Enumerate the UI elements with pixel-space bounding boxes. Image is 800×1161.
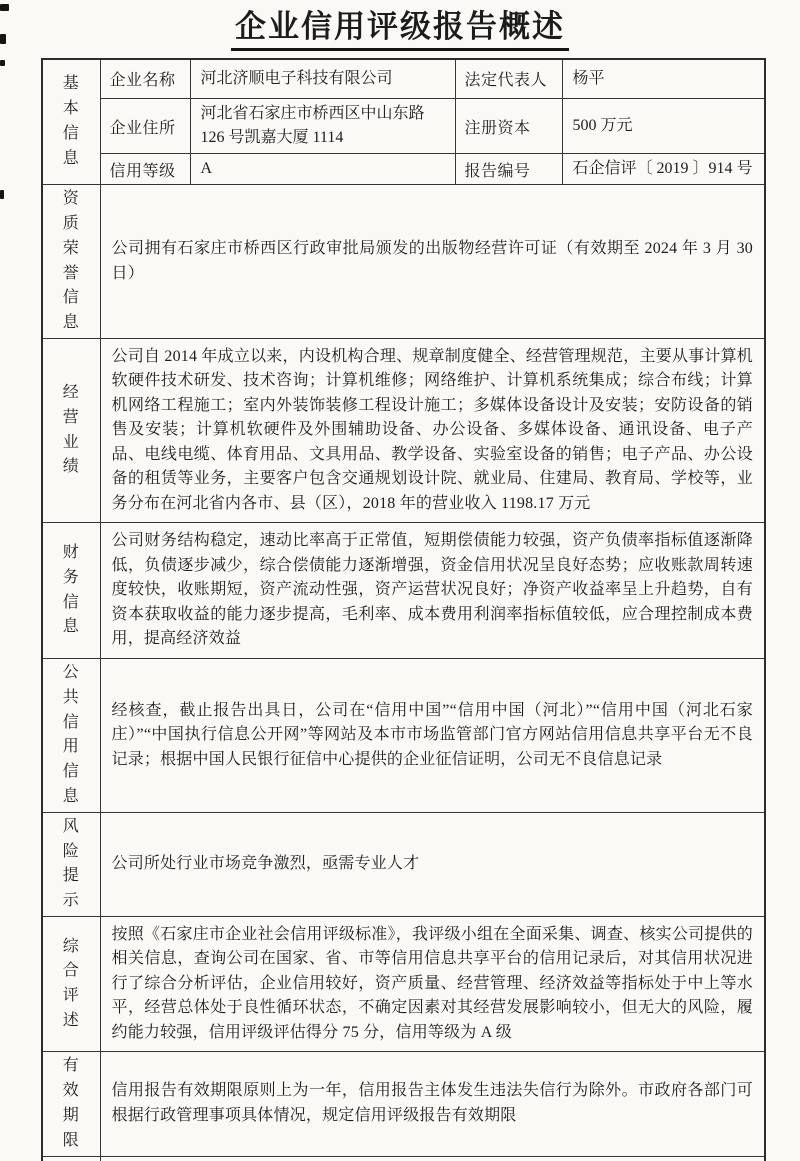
cell-company-name-key: 企业名称 (100, 59, 190, 99)
cell-address-value: 河北省石家庄市桥西区中山东路 126 号凯嘉大厦 1114 (190, 99, 455, 154)
cell-business-performance-label (42, 338, 100, 523)
cell-credit-rating-key: 信用等级 (100, 154, 190, 185)
business-performance-label: 经营业绩 (62, 384, 80, 476)
cell-basic-info-label (42, 59, 100, 185)
cell-report-number-value: 石企信评〔 2019 〕914 号 (562, 154, 765, 185)
cell-validity-period-label (42, 1052, 100, 1156)
cell-public-credit-info-label (42, 658, 100, 812)
cell-company-name-value: 河北济顺电子科技有限公司 (190, 59, 455, 99)
cell-financial-info-label (42, 523, 100, 659)
cell-business-performance-content: 公司自 2014 年成立以来，内设机构合理、规章制度健全、经营管理规范，主要从事计算机软硬件技术研发、技术咨询；计算机维修；网络维护、计算机系统集成；综合布线；计算机网络工程施工；室内外装饰装修工程设计施工；多媒体设备设计及安装；安防设备的销售及安装；计算机软硬件及外围辅助设备、办公设备、多媒体设备、通讯设备、电子产品、电线电缆、体育用品、文具用品、教学设备、实验室设备的销售；电子产品、办公设备的租赁等业务，主要客户包含交通规划设计院、就业局、住建局、教育局、学校等，业务分布在河北省内各市、县（区），2018 年的营业收入 1198.17 万元 (100, 338, 765, 523)
cell-financial-info-content: 公司财务结构稳定，速动比率高于正常值，短期偿债能力较强，资产负债率指标值逐渐降低，负债逐步减少，综合偿债能力逐渐增强，资金信用状况呈良好态势；应收账款周转速度较快，收账期短，资产流动性强，资产运营状况良好；净资产收益率呈上升趋势，自有资本获取收益的能力逐步提高，毛利率、成本费用利润率指标值较低，应合理控制成本费用，提高经济效益 (100, 523, 765, 659)
cell-registered-capital-key: 注册资本 (455, 99, 562, 154)
page-title: 企业信用评级报告概述 (231, 9, 569, 51)
report-table (41, 58, 766, 1161)
cell-legal-liability-content (100, 1156, 765, 1161)
scan-speck (0, 60, 5, 66)
cell-credit-rating-value: A (190, 154, 455, 185)
public-credit-info-label: 公共信用信息 (62, 663, 80, 805)
cell-qualification-honors-label (42, 185, 100, 339)
cell-qualification-honors-content: 公司拥有石家庄市桥西区行政审批局颁发的出版物经营许可证（有效期至 2024 年 3 月 30 日） (100, 185, 765, 339)
cell-validity-period-content: 信用报告有效期限原则上为一年，信用报告主体发生违法失信行为除外。市政府各部门可根据行政管理事项具体情况，规定信用评级报告有效期限 (100, 1052, 765, 1156)
cell-risk-warning-label (42, 812, 100, 916)
scan-speck (0, 4, 9, 11)
basic-info-label: 基本信息 (62, 75, 80, 167)
cell-comprehensive-review-content: 按照《石家庄市企业社会信用评级标准》，我评级小组在全面采集、调查、核实公司提供的相关信息，查询公司在国家、省、市等信用信息共享平台的信用记录后，对其信用状况进行了综合分析评估，企业信用较好，资产质量、经营管理、经济效益等指标处于中上等水平，经营总体处于良性循环状态，不确定因素对其经营发展影响较小，但无大的风险，履约能力较强，信用评级评估得分 75 分，信用等级为 A 级 (100, 916, 765, 1052)
cell-public-credit-info-content: 经核查，截止报告出具日，公司在“信用中国”“信用中国（河北）”“信用中国（河北石家庄）”“中国执行信息公开网”等网站及本市市场监管部门官方网站信用信息共享平台无不良记录；根据中国人民银行征信中心提供的企业征信证明，公司无不良信息记录 (100, 658, 765, 812)
validity-period-label: 有效期限 (62, 1057, 80, 1149)
cell-registered-capital-value: 500 万元 (562, 99, 765, 154)
cell-comprehensive-review-label (42, 916, 100, 1052)
risk-warning-label: 风险提示 (62, 817, 80, 910)
cell-risk-warning-content: 公司所处行业市场竞争激烈，亟需专业人才 (100, 812, 765, 916)
cell-legal-rep-value: 杨平 (562, 59, 765, 99)
cell-address-key: 企业住所 (100, 99, 190, 154)
cell-report-number-key: 报告编号 (455, 154, 562, 185)
qualification-honors-label: 资质荣誉信息 (62, 190, 80, 332)
title-wrap (0, 0, 800, 51)
financial-info-label: 财务信息 (62, 544, 80, 636)
scan-speck (0, 34, 6, 44)
cell-legal-liability-label (42, 1156, 100, 1161)
comprehensive-review-label: 综合评述 (62, 937, 80, 1029)
scan-speck (0, 190, 4, 199)
cell-legal-rep-key: 法定代表人 (455, 59, 562, 99)
